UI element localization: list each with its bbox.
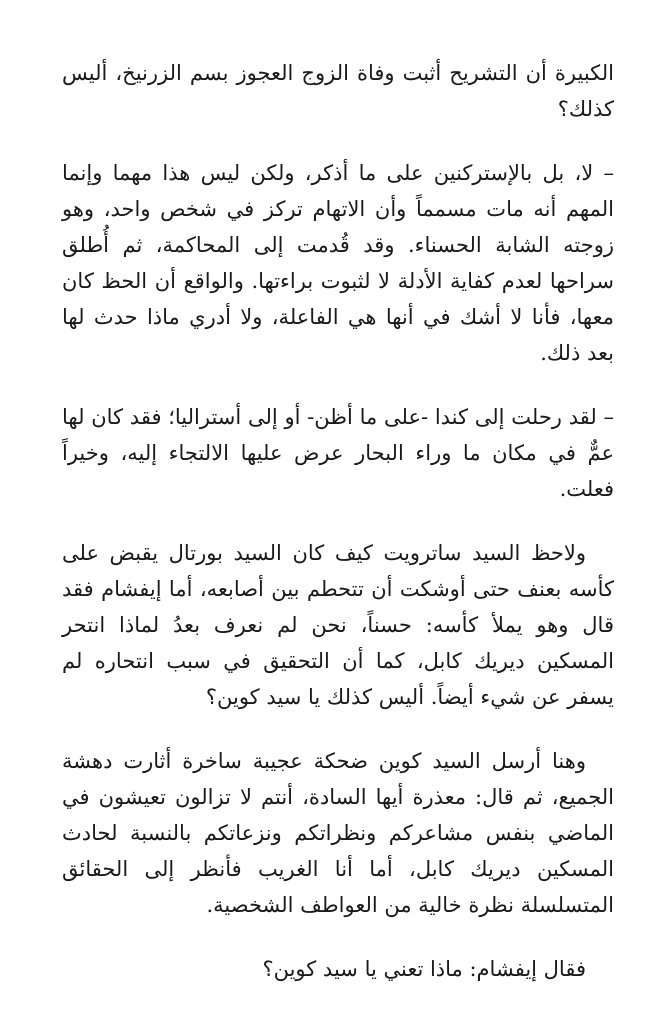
- paragraph-1: الكبيرة أن التشريح أثبت وفاة الزوج العجوز بسم الزرنيخ، أليس كذلك؟: [62, 61, 614, 121]
- paragraph-6: فقال إيفشام: ماذا تعني يا سيد كوين؟: [262, 957, 586, 981]
- book-page-text: [62, 55, 614, 1015]
- paragraph-2: – لا، بل بالإستركنين على ما أذكر، ولكن ليس هذا مهما وإنما المهم أنه مات مسمماً وأن الاتهام تركز في شخص واحد، وهو زوجته الشابة الحسناء. وقد قُدمت إلى المحاكمة، ثم أُطلق سراحها لعدم كفاية الأدلة لا لثبوت براءتها. والواقع أن الحظ كان معها، فأنا لا أشك في أنها هي الفاعلة، ولا أدري ماذا حدث لها بعد ذلك.: [62, 161, 614, 365]
- paragraph-5: وهنا أرسل السيد كوين ضحكة عجيبة ساخرة أثارت دهشة الجميع، ثم قال: معذرة أيها السادة، أنتم لا تزالون تعيشون في الماضي بنفس مشاعركم ونظراتكم ونزعاتكم بالنسبة لحادث المسكين ديريك كابل، أما أنا الغريب فأنظر إلى الحقائق المتسلسلة نظرة خالية من العواطف الشخصية.: [62, 749, 614, 917]
- paragraph-4: ولاحظ السيد ساترويت كيف كان السيد بورتال يقبض على كأسه بعنف حتى أوشكت أن تتحطم بين أصابعه، أما إيفشام فقد قال وهو يملأ كأسه: حسناً، نحن لم نعرف بعدُ لماذا انتحر المسكين ديريك كابل، كما أن التحقيق في سبب انتحاره لم يسفر عن شيء أيضاً. أليس كذلك يا سيد كوين؟: [62, 541, 614, 709]
- paragraph-3: – لقد رحلت إلى كندا -على ما أظن- أو إلى أستراليا؛ فقد كان لها عمٌّ في مكان ما وراء البحار عرض عليها الالتجاء إليه، وخيراً فعلت.: [62, 405, 614, 501]
